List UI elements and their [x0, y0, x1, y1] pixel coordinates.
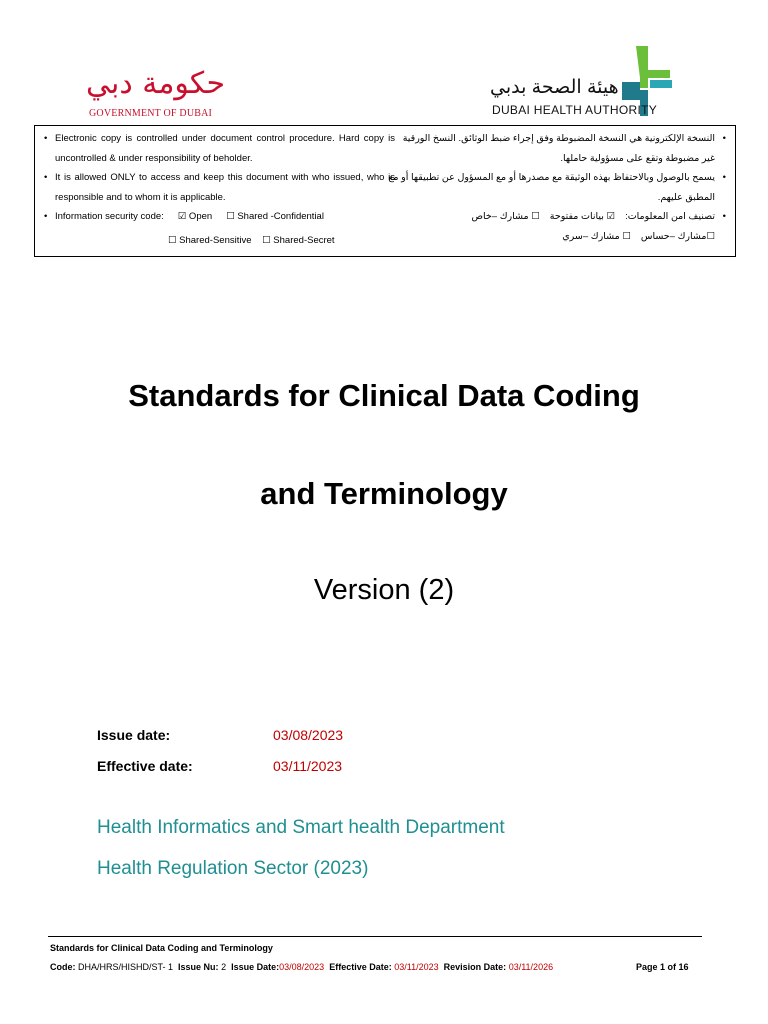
- notice-item-access-ar: • يسمح بالوصول وبالاحتفاظ بهذه الوثيقة مع مصدرها أو مع المسؤول عن تطبيقها أو مع المطبق عليهم.: [387, 168, 727, 207]
- government-logo-arabic-text: حكومة دبي: [86, 66, 226, 101]
- sector-name: Health Regulation Sector (2023): [97, 858, 369, 879]
- notice-item-security-code-ar: [387, 207, 727, 227]
- government-of-dubai-logo: [80, 66, 226, 122]
- notice-item-security-code: [43, 207, 395, 227]
- security-open-option: ☑ Open: [177, 211, 213, 222]
- security-shared-sensitive-option: ☐ Shared-Sensitive: [168, 234, 252, 246]
- dha-logo-english-text: DUBAI HEALTH AUTHORITY: [492, 103, 658, 117]
- footer-code-value: DHA/HRS/HISHD/ST- 1: [78, 962, 174, 972]
- footer-issue-date-label: Issue Date:: [231, 962, 280, 972]
- footer-issue-number-label: Issue Nu:: [178, 962, 219, 972]
- footer-metadata: [50, 962, 553, 972]
- department-name: Health Informatics and Smart health Department: [97, 817, 505, 838]
- dubai-health-authority-logo: [480, 46, 690, 122]
- effective-date-value: 03/11/2023: [273, 758, 343, 774]
- security-shared-confidential-option: ☐ Shared -Confidential: [226, 211, 324, 222]
- security-code-row2-ar: [387, 227, 727, 247]
- security-shared-sensitive-option-ar: ☐مشارك –حساس: [640, 230, 715, 242]
- security-shared-secret-option: ☐ Shared-Secret: [262, 234, 335, 246]
- government-logo-english-text: GOVERNMENT OF DUBAI: [89, 108, 213, 119]
- security-code-label: Information security code:: [55, 211, 164, 222]
- footer-effective-date-label: Effective Date:: [329, 962, 392, 972]
- footer-document-title: Standards for Clinical Data Coding and Terminology: [50, 943, 273, 953]
- security-shared-secret-option-ar: ☐ مشارك –سري: [562, 230, 631, 242]
- dha-logo-arabic-text: هيئة الصحة بدبي: [490, 77, 619, 98]
- notice-arabic: [387, 129, 727, 246]
- footer-revision-date-label: Revision Date:: [443, 962, 507, 972]
- security-shared-private-option-ar: ☐ مشارك –خاص: [471, 211, 540, 222]
- footer-issue-date-value: 03/08/2023: [279, 962, 325, 972]
- notice-item-access: • It is allowed ONLY to access and keep this document with who issued, who is responsible and to whom it is applicable.: [43, 168, 395, 207]
- footer-page-number: Page 1 of 16: [636, 962, 689, 972]
- effective-date-label: Effective date:: [97, 758, 193, 774]
- document-title-line1: Standards for Clinical Data Coding: [128, 378, 640, 413]
- issue-date-value: 03/08/2023: [273, 727, 344, 743]
- footer-effective-date-value: 03/11/2023: [394, 962, 439, 972]
- security-code-label-ar: تصنيف امن المعلومات:: [625, 211, 715, 222]
- document-control-notice: [34, 125, 736, 257]
- notice-item-electronic-copy: • Electronic copy is controlled under document control procedure. Hard copy is uncontrolled & under responsibility of beholder.: [43, 129, 395, 168]
- document-title-line2: and Terminology: [260, 476, 508, 511]
- security-open-option-ar: ☑ بيانات مفتوحة: [549, 211, 616, 222]
- notice-item-electronic-copy-ar: • النسخة الإلكترونية هي النسخة المضبوطة وفق إجراء ضبط الوثائق. النسخ الورقية غير مضبوطة وتقع على مسؤولية حاملها.: [387, 129, 727, 168]
- notice-english: [43, 129, 395, 250]
- footer-revision-date-value: 03/11/2026: [508, 962, 554, 972]
- footer-divider: [48, 936, 702, 937]
- document-version: Version (2): [313, 574, 455, 606]
- footer-code-label: Code:: [50, 962, 76, 972]
- issue-date-label: Issue date:: [97, 727, 171, 743]
- footer-issue-number-value: 2: [221, 962, 227, 972]
- security-code-row2: [43, 231, 395, 251]
